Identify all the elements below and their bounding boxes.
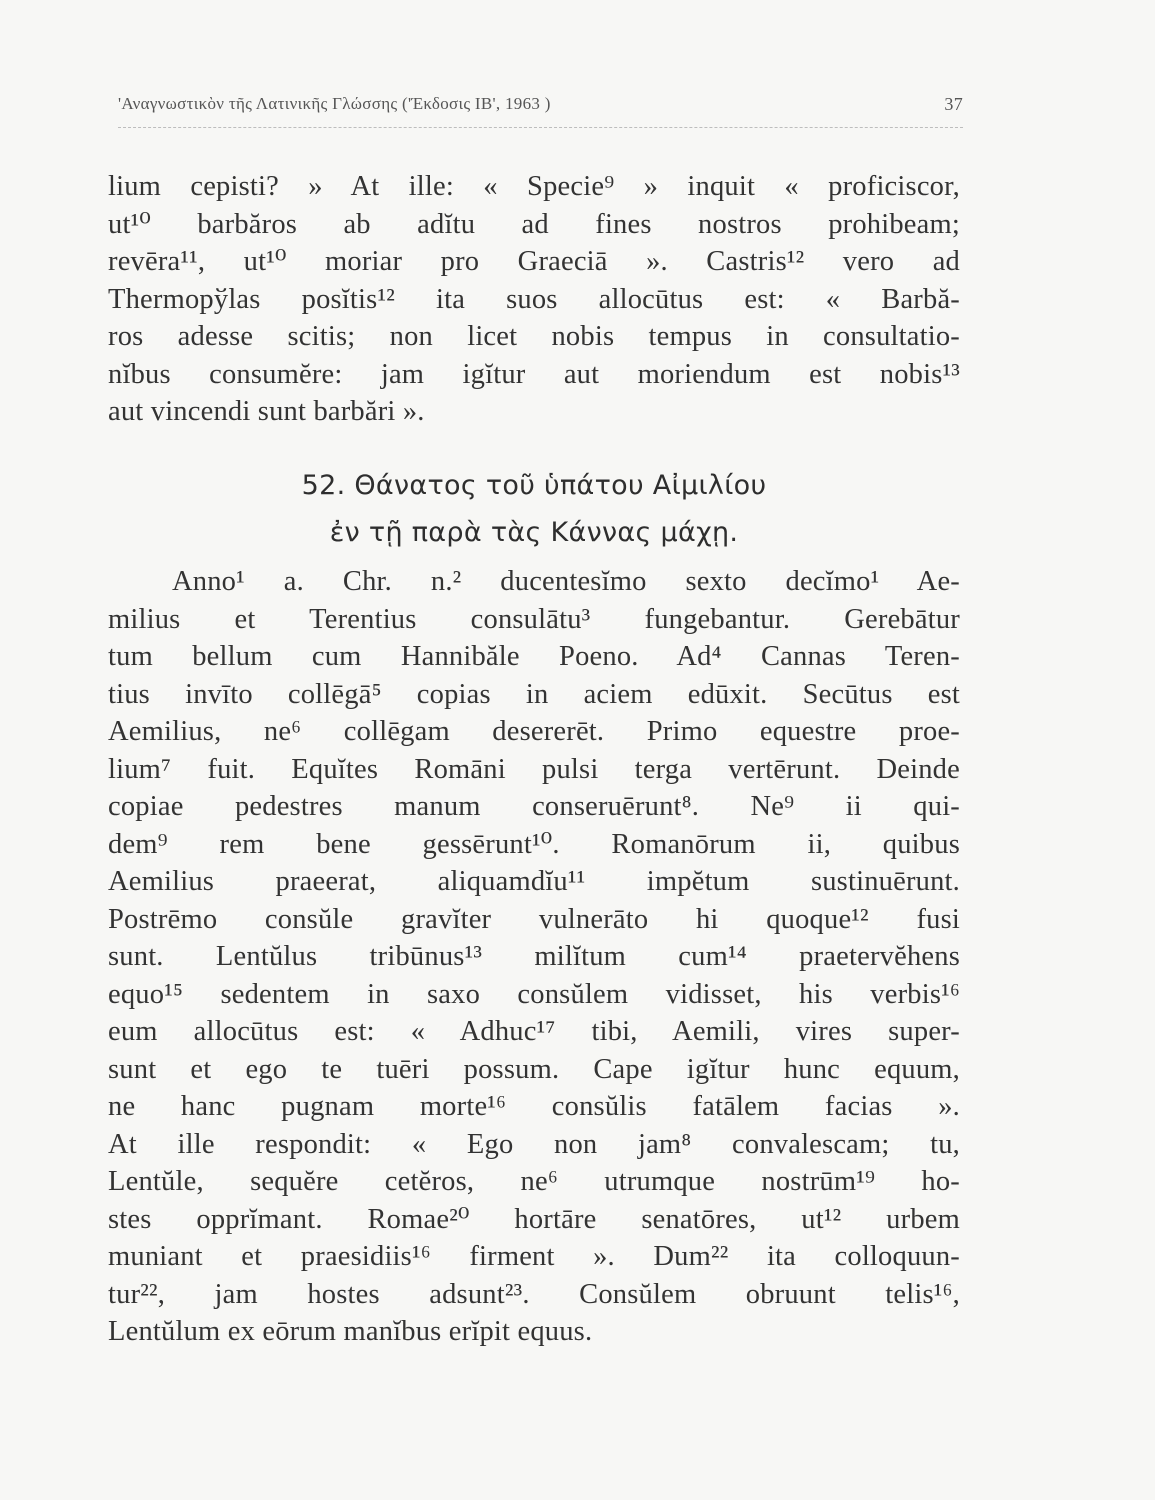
paragraph-section-52 — [108, 563, 960, 1351]
book-title: 'Αναγνωστικὸν τῆς Λατινικῆς Γλώσσης ('Έκδοσις ΙΒ', 1963 ) — [118, 94, 551, 113]
running-header — [118, 90, 963, 120]
text-line: ut¹⁰ barbăros ab adĭtu ad fines nostros prohibeam; — [108, 208, 960, 240]
text-line: stes opprĭmant. Romae²⁰ hortāre senatōres, ut¹² urbem — [108, 1203, 960, 1235]
paragraph-continuation — [108, 168, 960, 431]
text-line: tur²², jam hostes adsunt²³. Consŭlem obruunt telis¹⁶, — [108, 1278, 960, 1310]
text-line: equo¹⁵ sedentem in saxo consŭlem vidisset, his verbis¹⁶ — [108, 978, 960, 1010]
text-line: Aemilius, ne⁶ collēgam desererēt. Primo equestre proe- — [108, 716, 960, 747]
text-line: tum bellum cum Hannibăle Poeno. Ad⁴ Cannas Teren- — [108, 641, 960, 672]
text-line: tius invīto collēgā⁵ copias in aciem edūxit. Secūtus est — [108, 678, 960, 710]
text-line: Lentŭlum ex eōrum manĭbus erĭpit equus. — [108, 1316, 593, 1347]
text-line: eum allocūtus est: « Adhuc¹⁷ tibi, Aemili, vires super- — [108, 1016, 960, 1047]
text-line: revēra¹¹, ut¹⁰ moriar pro Graeciā ». Castris¹² vero ad — [108, 246, 960, 277]
text-line: Anno¹ a. Chr. n.² ducentesĭmo sexto decĭmo¹ Ae- — [172, 566, 960, 597]
text-line: Thermopўlas posĭtis¹² ita suos allocūtus est: « Barbă- — [108, 283, 960, 315]
text-line: sunt. Lentŭlus tribūnus¹³ milĭtum cum¹⁴ praetervĕhens — [108, 941, 960, 972]
text-line: At ille respondit: « Ego non jam⁸ convalescam; tu, — [108, 1128, 960, 1160]
text-line: aut vincendi sunt barbări ». — [108, 396, 425, 427]
text-line: Lentŭle, sequĕre cetĕros, ne⁶ utrumque nostrūm¹⁹ ho- — [108, 1166, 960, 1197]
header-divider — [118, 127, 963, 128]
text-line: milius et Terentius consulātu³ fungebantur. Gerebātur — [108, 603, 960, 635]
text-line: ros adesse scitis; non licet nobis tempus in consultatio- — [108, 321, 960, 352]
text-line: muniant et praesidiis¹⁶ firment ». Dum²² ita colloquun- — [108, 1241, 960, 1272]
text-line: sunt et ego te tuēri possum. Cape igĭtur hunc equum, — [108, 1053, 960, 1085]
text-line: Postrēmo consŭle gravĭter vulnerāto hi quoque¹² fusi — [108, 903, 960, 935]
text-line: dem⁹ rem bene gessērunt¹⁰. Romanōrum ii, quibus — [108, 828, 960, 860]
text-line: nĭbus consumĕre: jam igĭtur aut moriendum est nobis¹³ — [108, 358, 960, 390]
section-heading-line-2: ἐν τῇ παρὰ τὰς Κάννας μάχῃ. — [329, 517, 739, 548]
text-line: ne hanc pugnam morte¹⁶ consŭlis fatālem facias ». — [108, 1091, 960, 1122]
section-heading-line-1: 52. Θάνατος τοῦ ὑπάτου Αἰμιλίου — [301, 470, 767, 501]
text-line: Aemilius praeerat, aliquamdĭu¹¹ impĕtum sustinuērunt. — [108, 866, 960, 897]
page-number: 37 — [944, 94, 963, 114]
text-line: lium⁷ fuit. Equĭtes Romāni pulsi terga vertērunt. Deinde — [108, 753, 960, 785]
text-line: lium cepisti? » At ille: « Specie⁹ » inquit « proficiscor, — [108, 171, 960, 202]
text-line: copiae pedestres manum conseruērunt⁸. Ne⁹ ii qui- — [108, 791, 960, 822]
